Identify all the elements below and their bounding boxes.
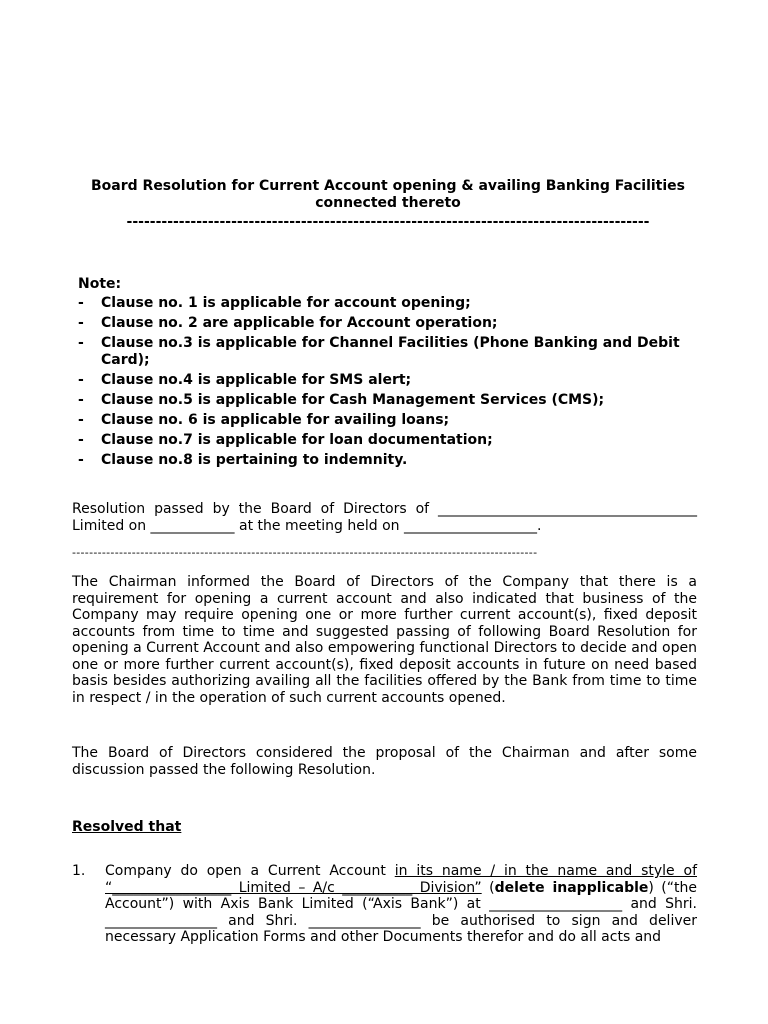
note-item [78, 372, 698, 389]
note-text: Clause no. 2 are applicable for Account operation; [101, 315, 498, 331]
note-dash: - [78, 391, 84, 408]
note-item [78, 315, 698, 332]
chairman-paragraph: The Chairman informed the Board of Directors of the Company that there is a requirement for opening a current account and also indicated that business of the Company may require opening one or more further current account(s), fixed deposit accounts from time to time and suggested passing of following Board Resolution for opening a Current Account and also empowering functional Directors to decide and open one or more further current account(s), fixed deposit accounts in future on need based basis besides authorizing availing all the facilities offered by the Bank from time to time in respect / in the operation of such current accounts opened. [72, 574, 697, 706]
note-item [78, 452, 698, 469]
note-list [78, 295, 698, 472]
note-dash: - [78, 315, 84, 331]
note-text: Clause no.8 is pertaining to indemnity. [101, 451, 408, 468]
note-item [78, 412, 698, 429]
resolved-heading: Resolved that [72, 819, 182, 835]
clause-text: Company do open a Current Account [105, 863, 395, 879]
clause-body [105, 863, 697, 946]
note-item [78, 295, 698, 312]
note-dash: - [78, 451, 84, 468]
note-text: Clause no.5 is applicable for Cash Management Services (CMS); [101, 391, 605, 408]
resolution-passed-text: Resolution passed by the Board of Directors of _____________________________________ Limited on ____________ at the meeting held on ___________________. [72, 501, 697, 534]
note-heading: Note: [78, 276, 122, 292]
note-dash: - [78, 295, 84, 311]
document-title: Board Resolution for Current Account opening & availing Banking Facilities connected thereto [91, 178, 685, 211]
note-item [78, 432, 698, 449]
note-dash: - [78, 411, 84, 428]
note-text: Clause no.4 is applicable for SMS alert; [101, 371, 412, 388]
note-text: Clause no.3 is applicable for Channel Facilities (Phone Banking and Debit Card); [101, 335, 680, 368]
clause-underlined-text: in its name / in the name and style of “_________________ Limited – A/c __________ Division” [105, 863, 697, 896]
note-dash: - [78, 371, 84, 388]
clause-text: ( [481, 879, 495, 896]
section-separator: ------------------------------------------------------------------------------------------------------------- [72, 546, 538, 559]
clause-text: ) (“the Account”) with Axis Bank Limited (“Axis Bank”) at ___________________ and Shri. ________________ and Shri. ________________ be authorised to sign and deliver necessary Application Forms and other Documents therefor and do all acts and [105, 879, 697, 945]
note-item [78, 392, 698, 409]
clause-bold-text: delete inapplicable [494, 879, 649, 896]
note-text: Clause no. 1 is applicable for account opening; [101, 295, 471, 311]
note-item [78, 335, 698, 368]
note-text: Clause no. 6 is applicable for availing loans; [101, 411, 450, 428]
note-dash: - [78, 431, 84, 448]
board-paragraph: The Board of Directors considered the proposal of the Chairman and after some discussion passed the following Resolution. [72, 745, 697, 778]
title-underline-rule: ------------------------------------------------------------------------------------------ [126, 214, 650, 230]
note-text: Clause no.7 is applicable for loan documentation; [101, 431, 493, 448]
note-dash: - [78, 335, 84, 351]
clause-number: 1. [72, 863, 86, 879]
